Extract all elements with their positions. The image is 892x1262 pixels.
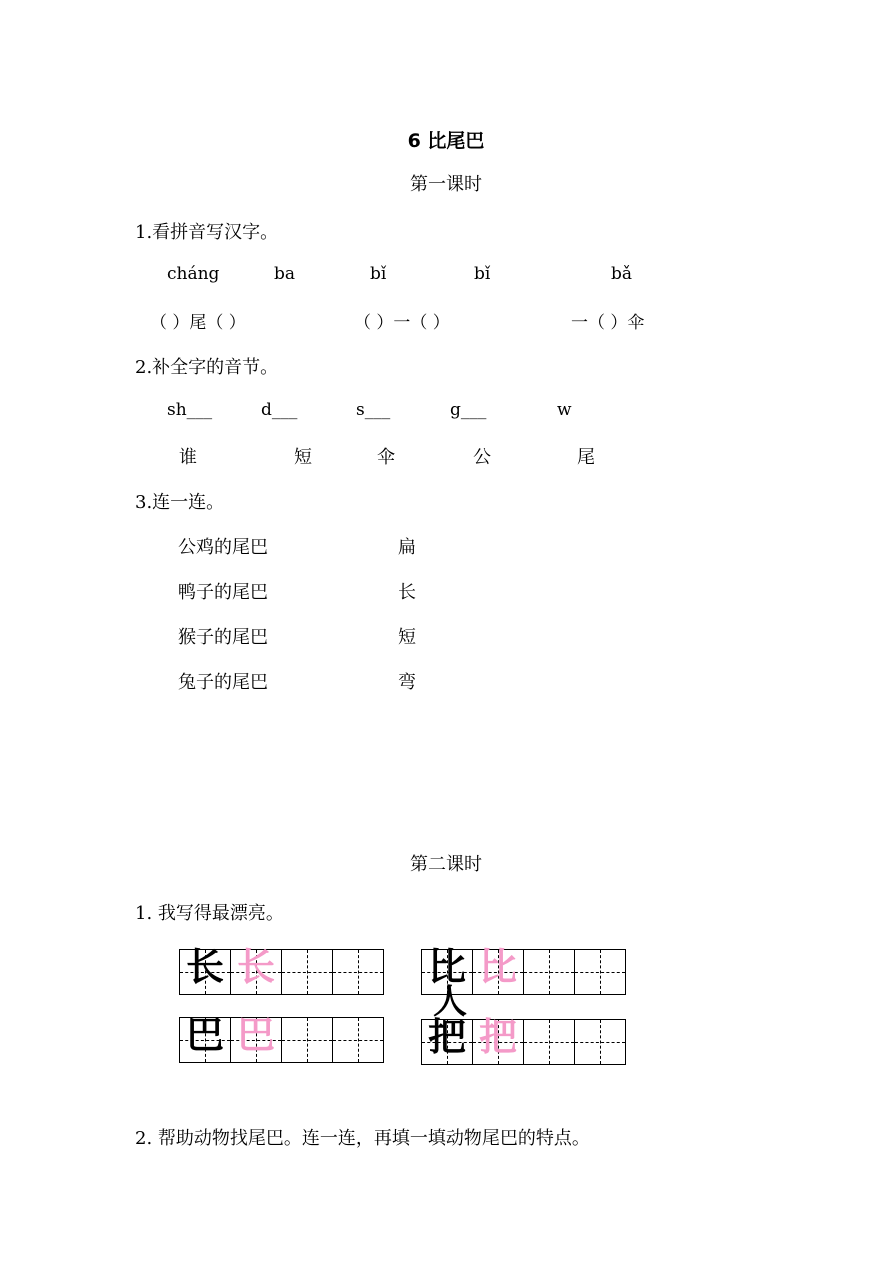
writing-grid-row [180, 945, 384, 995]
writing-cell[interactable] [574, 1019, 626, 1065]
writing-cell[interactable] [179, 945, 231, 995]
writing-cell[interactable] [523, 1019, 575, 1065]
match-left-item[interactable]: 鸭子的尾巴 [178, 582, 268, 603]
syllable-item[interactable]: s___ [356, 400, 391, 420]
q1-heading: 1.看拼音写汉字。 [135, 222, 279, 243]
trace-character: 比 [478, 945, 517, 989]
model-character: 比 [427, 945, 466, 989]
match-right-item[interactable]: 长 [398, 582, 416, 603]
stroke-hint: 人 [433, 982, 467, 1022]
pinyin-item: bǐ [474, 264, 491, 284]
syllable-char: 尾 [577, 447, 595, 468]
answer-blank[interactable]: 一（ ）伞 [571, 313, 645, 333]
q2-heading: 2.补全字的音节。 [135, 357, 279, 378]
writing-grid-row [180, 1013, 384, 1063]
syllable-char: 短 [294, 447, 312, 468]
model-character: 巴 [185, 1013, 224, 1057]
syllable-item[interactable]: d___ [261, 400, 298, 420]
syllable-item[interactable]: g___ [450, 400, 487, 420]
trace-character: 巴 [236, 1013, 275, 1057]
syllable-char: 公 [473, 447, 491, 468]
writing-cell[interactable] [472, 945, 524, 995]
lesson-one-title: 第一课时 [410, 174, 482, 195]
match-left-item[interactable]: 猴子的尾巴 [178, 627, 268, 648]
writing-cell[interactable] [332, 949, 384, 995]
syllable-item[interactable]: sh___ [167, 400, 213, 420]
lesson-two-title: 第二课时 [410, 854, 482, 875]
match-right-item[interactable]: 短 [398, 627, 416, 648]
writing-cell[interactable] [230, 1013, 282, 1063]
syllable-item[interactable]: w [557, 400, 572, 420]
writing-cell[interactable] [472, 1015, 524, 1065]
syllable-char: 伞 [377, 447, 395, 468]
writing-cell[interactable] [230, 945, 282, 995]
answer-blank[interactable]: （ ）尾（ ） [150, 313, 246, 333]
page-title: 6 比尾巴 [407, 130, 485, 152]
model-character: 把 [427, 1015, 466, 1059]
writing-cell[interactable] [523, 949, 575, 995]
pinyin-item: bǎ [611, 264, 633, 284]
model-character: 长 [185, 945, 224, 989]
match-left-item[interactable]: 公鸡的尾巴 [178, 537, 268, 558]
writing-cell[interactable] [421, 1015, 473, 1065]
writing-cell[interactable] [574, 949, 626, 995]
match-left-item[interactable]: 兔子的尾巴 [178, 672, 268, 693]
trace-character: 把 [478, 1015, 517, 1059]
pinyin-item: bǐ [370, 264, 387, 284]
pinyin-item: cháng [167, 264, 220, 284]
answer-blank[interactable]: （ ）一（ ） [354, 313, 450, 333]
l2-q1-heading: 1. 我写得最漂亮。 [135, 903, 284, 924]
q3-heading: 3.连一连。 [135, 492, 225, 513]
match-right-item[interactable]: 弯 [398, 672, 416, 693]
syllable-char: 谁 [179, 447, 197, 468]
pinyin-item: ba [274, 264, 296, 284]
writing-cell[interactable] [332, 1017, 384, 1063]
writing-grid-row [422, 1015, 626, 1065]
match-right-item[interactable]: 扁 [398, 537, 416, 558]
writing-cell[interactable] [281, 1017, 333, 1063]
writing-cell[interactable] [281, 949, 333, 995]
trace-character: 长 [236, 945, 275, 989]
l2-q2-heading: 2. 帮助动物找尾巴。连一连，再填一填动物尾巴的特点。 [135, 1128, 590, 1149]
writing-cell[interactable] [179, 1013, 231, 1063]
